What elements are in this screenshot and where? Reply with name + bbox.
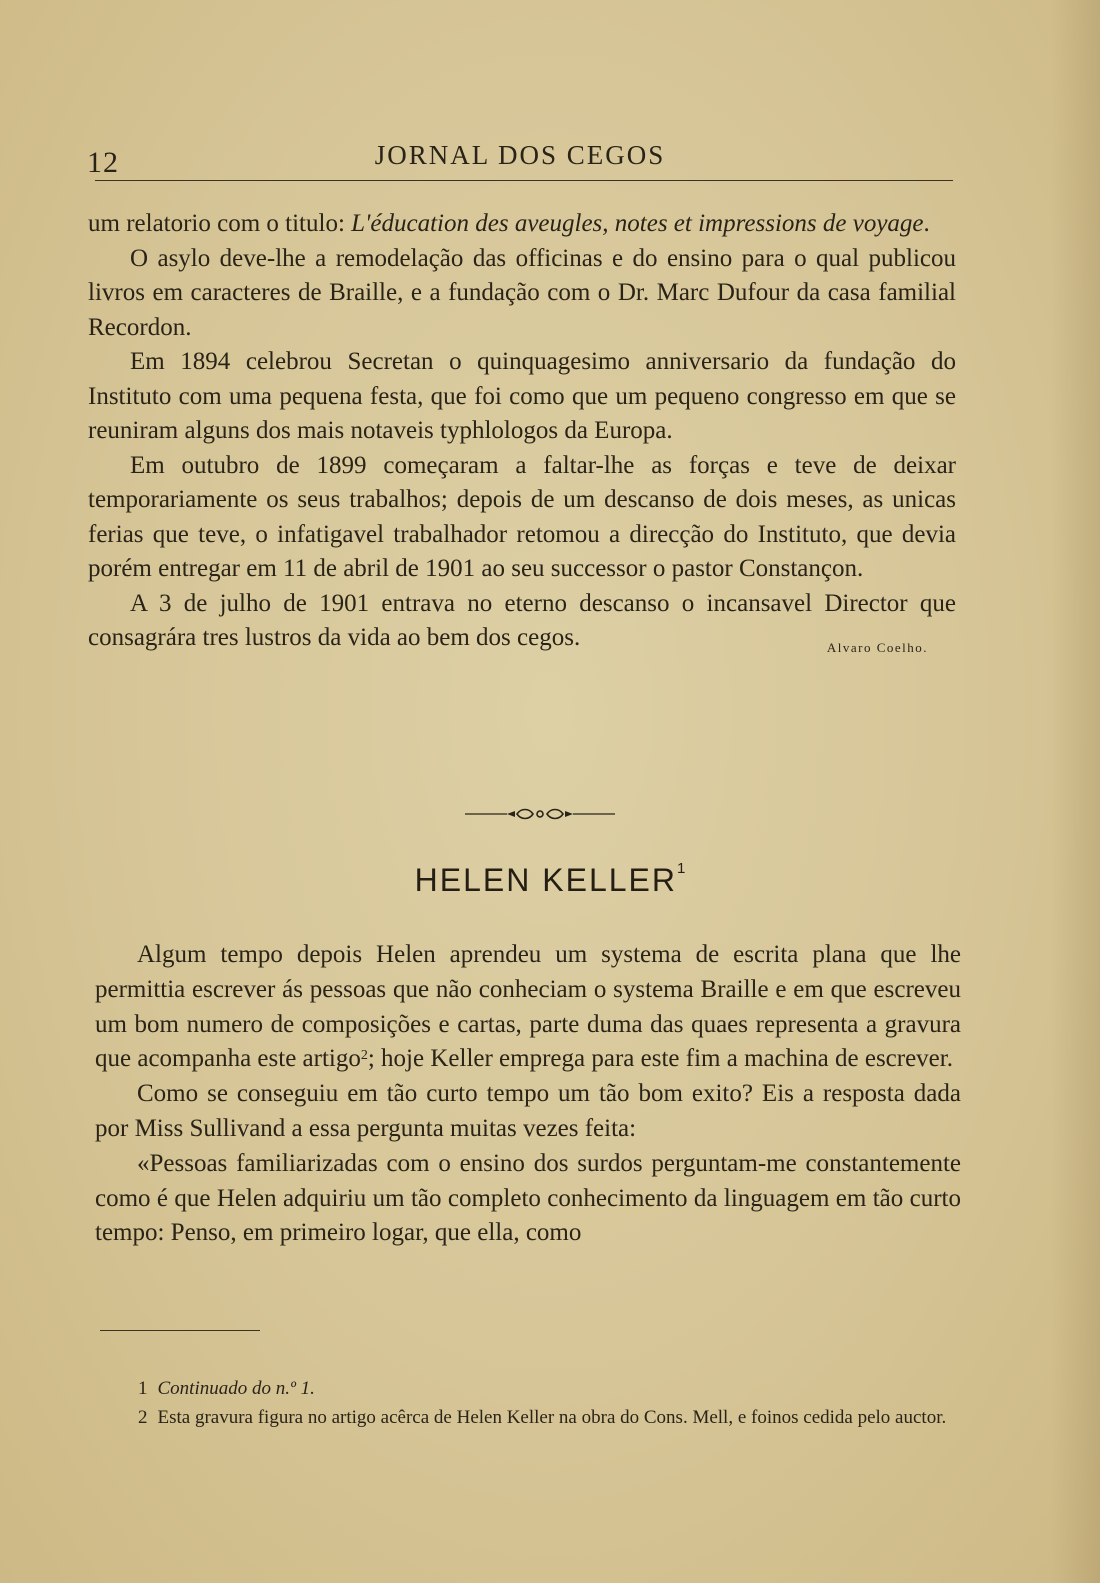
page-header <box>85 140 955 190</box>
footnote-rule <box>100 1330 260 1331</box>
footnote-2 <box>98 1403 964 1432</box>
footnote-2-mark: 2 <box>138 1407 148 1428</box>
section-divider-ornament <box>465 806 615 822</box>
header-rule <box>95 180 953 181</box>
paragraph-1899: Em outubro de 1899 começaram a faltar-lhe as forças e teve de deixar temporariamente os seus trabalhos; depois de um descanso de dois meses, as unicas ferias que teve, o infatigavel trabalhador retomou a direcção do Instituto, que devia porém entregar em 11 de abril de 1901 ao seu successor o pastor Constançon. <box>88 451 956 582</box>
report-title-line <box>88 207 956 242</box>
paragraph-writing-system-a: Algum tempo depois Helen aprendeu um systema de escrita plana que lhe permittia escrever ás pessoas que não conheciam o systema Braille e em que escreveu um bom numero de composições e cartas, parte duma das quaes representa a gravura que acompanha este artigo <box>95 941 961 1073</box>
footnote-ref-2: 2 <box>360 1048 368 1064</box>
section-title-note: 1 <box>676 860 686 877</box>
report-lead: um relatorio com o titulo: <box>88 210 352 237</box>
section-title <box>0 862 1100 899</box>
paragraph-1901 <box>88 587 956 656</box>
paragraph-writing-system <box>95 938 961 1077</box>
paragraph-question: Como se conseguiu em tão curto tempo um tão bom exito? Eis a resposta dada por Miss Sullivand a essa pergunta muitas vezes feita: <box>95 1080 961 1142</box>
footnotes <box>98 1374 964 1432</box>
footnote-1 <box>98 1374 964 1403</box>
footnote-1-text: Continuado do n.º 1. <box>157 1378 315 1399</box>
report-title-end: . <box>923 210 930 237</box>
author-signature: Alvaro Coelho. <box>826 640 928 655</box>
paragraph-1901-text: A 3 de julho de 1901 entrava no eterno descanso o incansavel Director que consagrára tres lustros da vida ao bem dos cegos. <box>88 589 956 651</box>
paragraph-quote: «Pessoas familiarizadas com o ensino dos surdos perguntam-me constantemente como é que Helen adquiriu um tão completo conhecimento da linguagem em tão curto tempo: Penso, em primeiro logar, que ella, como <box>95 1149 961 1247</box>
page-number: 12 <box>87 146 119 179</box>
footnote-1-mark: 1 <box>138 1378 148 1399</box>
helen-keller-article <box>95 938 961 1251</box>
paragraph-asylum: O asylo deve-lhe a remodelação das officinas e do ensino para o qual publicou livros em caracteres de Braille, e a fundação com o Dr. Marc Dufour da casa familial Recordon. <box>88 244 956 341</box>
page-edge-shadow <box>1050 0 1100 1583</box>
running-title: JORNAL DOS CEGOS <box>374 140 666 170</box>
section-title-text: HELEN KELLER <box>414 862 677 898</box>
footnote-2-text: Esta gravura figura no artigo acêrca de Helen Keller na obra do Cons. Mell, e foinos cedida pelo auctor. <box>157 1407 947 1428</box>
paragraph-1894: Em 1894 celebrou Secretan o quinquagesimo anniversario da fundação do Instituto com uma pequena festa, que foi como que um pequeno congresso em que se reuniram alguns dos mais notaveis typhlologos da Europa. <box>88 348 956 444</box>
article-continuation <box>88 207 956 666</box>
paragraph-writing-system-b: ; hoje Keller emprega para este fim a machina de escrever. <box>367 1045 953 1073</box>
report-title: L'éducation des aveugles, notes et impressions de voyage <box>351 210 924 237</box>
